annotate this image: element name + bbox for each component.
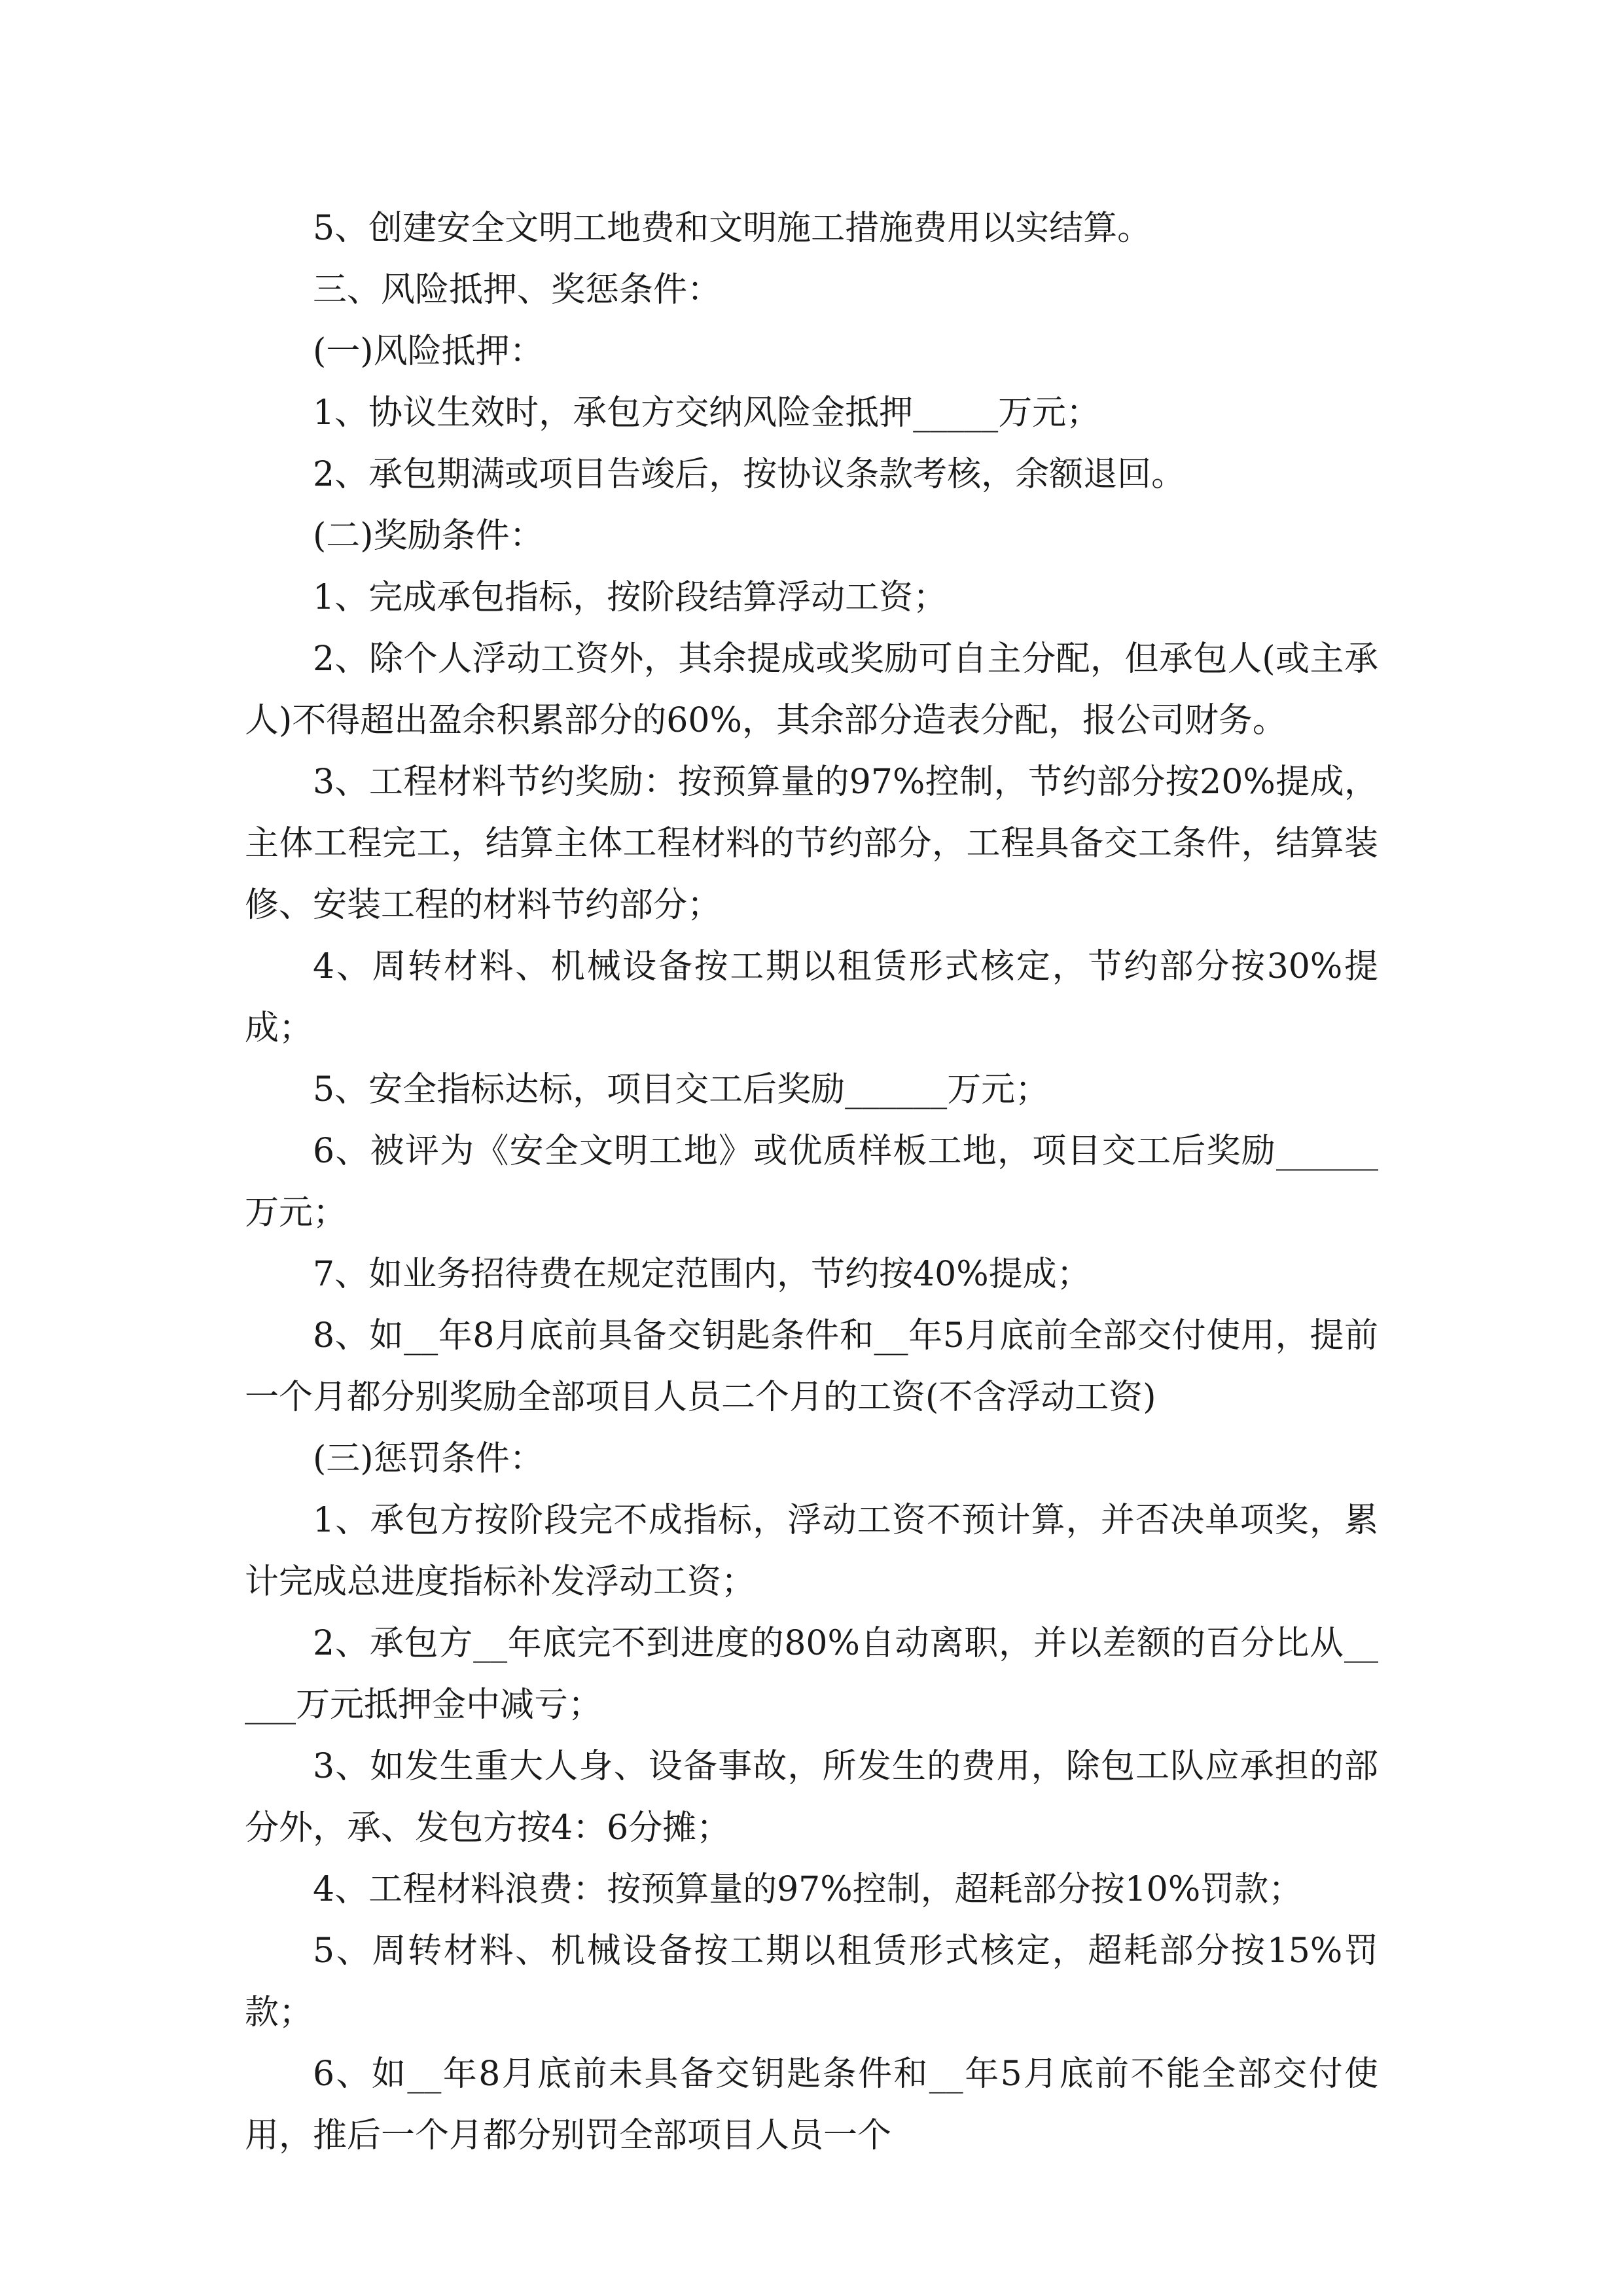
paragraph-penalty-3: 3、如发生重大人身、设备事故，所发生的费用，除包工队应承担的部分外，承、发包方按4：6分摊； [245, 1747, 1378, 1848]
paragraph-penalty-4: 4、工程材料浪费：按预算量的97%控制，超耗部分按10%罚款； [313, 1870, 1303, 1909]
paragraph-reward-7: 7、如业务招待费在规定范围内，节约按40%提成； [313, 1255, 1091, 1294]
paragraph-reward-4: 4、周转材料、机械设备按工期以租赁形式核定，节约部分按30%提成； [245, 947, 1378, 1048]
paragraph-reward-3: 3、工程材料节约奖励：按预算量的97%控制，节约部分按20%提成，主体工程完工，结算主体工程材料的节约部分，工程具备交工条件，结算装修、安装工程的材料节约部分； [245, 762, 1378, 925]
document-body [245, 198, 1378, 2166]
paragraph-penalty-1: 1、承包方按阶段完不成指标，浮动工资不预计算，并否决单项奖，累计完成总进度指标补发浮动工资； [245, 1501, 1378, 1602]
subheading-risk-deposit: (一)风险抵押： [313, 332, 544, 371]
paragraph-penalty-5: 5、周转材料、机械设备按工期以租赁形式核定，超耗部分按15%罚款； [245, 1931, 1378, 2032]
paragraph-reward-8: 8、如__年8月底前具备交钥匙条件和__年5月底前全部交付使用，提前一个月都分别奖励全部项目人员二个月的工资(不含浮动工资) [245, 1316, 1378, 1417]
subheading-reward-conditions: (二)奖励条件： [313, 516, 544, 556]
subheading-penalty-conditions: (三)惩罚条件： [313, 1439, 544, 1479]
paragraph-reward-5: 5、安全指标达标，项目交工后奖励______万元； [313, 1070, 1050, 1109]
paragraph-reward-2: 2、除个人浮动工资外，其余提成或奖励可自主分配，但承包人(或主承人)不得超出盈余积累部分的60%，其余部分造表分配，报公司财务。 [245, 639, 1378, 740]
paragraph-reward-1: 1、完成承包指标，按阶段结算浮动工资； [313, 578, 948, 617]
paragraph-penalty-2: 2、承包方__年底完不到进度的80%自动离职，并以差额的百分比从_____万元抵押金中减亏； [245, 1624, 1378, 1725]
paragraph-1: 5、创建安全文明工地费和文明施工措施费用以实结算。 [313, 209, 1152, 248]
paragraph-penalty-6: 6、如__年8月底前未具备交钥匙条件和__年5月底前不能全部交付使用，推后一个月都分别罚全部项目人员一个 [245, 2054, 1378, 2155]
section-heading-risk-reward: 三、风险抵押、奖惩条件： [313, 270, 722, 310]
paragraph-deposit-2: 2、承包期满或项目告竣后，按协议条款考核，余额退回。 [313, 455, 1186, 494]
paragraph-deposit-1: 1、协议生效时，承包方交纳风险金抵押_____万元； [313, 393, 1101, 433]
paragraph-reward-6: 6、被评为《安全文明工地》或优质样板工地，项目交工后奖励______万元； [245, 1132, 1378, 1232]
